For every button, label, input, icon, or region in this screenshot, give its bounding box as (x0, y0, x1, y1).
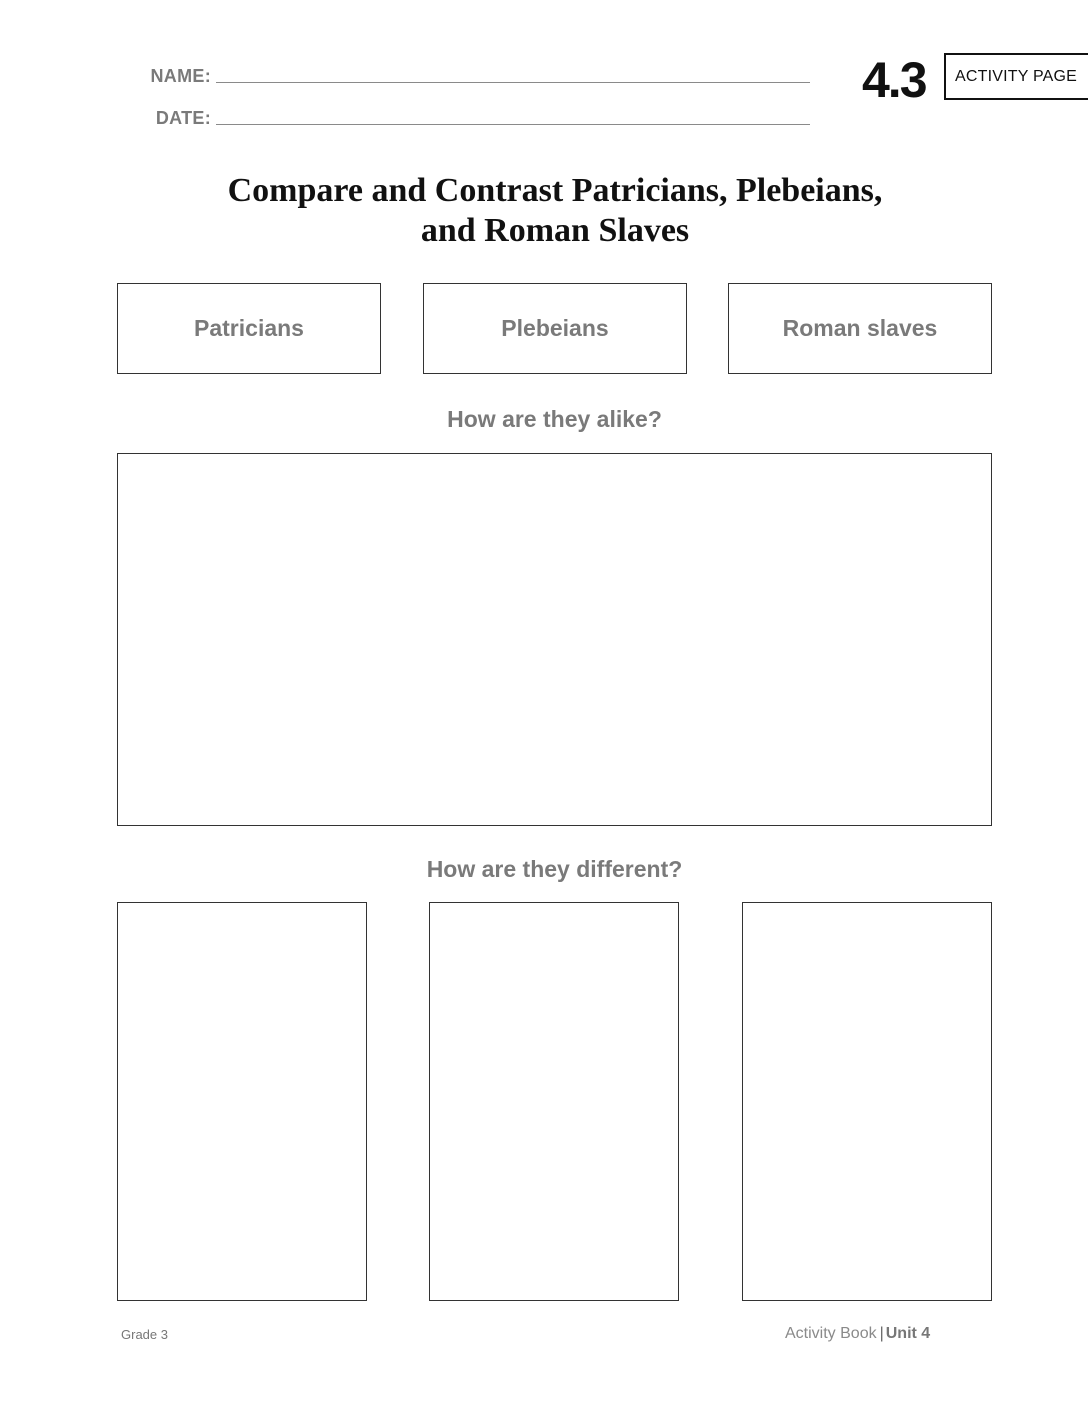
different-answer-box-patricians[interactable] (117, 902, 367, 1301)
label-patricians: Patricians (194, 315, 304, 341)
label-box-patricians (117, 283, 381, 374)
different-answer-box-roman-slaves[interactable] (742, 902, 992, 1301)
activity-page-tag (944, 53, 1088, 100)
different-heading: How are they different? (426, 856, 683, 882)
label-box-roman-slaves (728, 283, 992, 374)
alike-answer-box[interactable] (117, 453, 992, 826)
alike-heading: How are they alike? (447, 406, 662, 432)
date-label: DATE: (155, 108, 211, 128)
date-field[interactable] (216, 124, 810, 125)
label-plebeians: Plebeians (501, 315, 609, 341)
label-roman-slaves: Roman slaves (782, 315, 938, 341)
page-title-line-1: Compare and Contrast Patricians, Plebeians, (227, 172, 883, 209)
page-title-line-2: and Roman Slaves (420, 212, 690, 249)
activity-number: 4.3 (862, 52, 926, 108)
different-answer-box-plebeians[interactable] (429, 902, 679, 1301)
footer-grade: Grade 3 (121, 1327, 168, 1342)
footer-book: Activity Book (785, 1325, 877, 1342)
footer-book-unit (785, 1325, 930, 1343)
footer-separator: | (879, 1325, 884, 1342)
label-box-plebeians (423, 283, 687, 374)
name-label: NAME: (150, 66, 211, 86)
footer-unit: Unit 4 (885, 1325, 931, 1342)
page-title (120, 171, 990, 251)
name-field[interactable] (216, 82, 810, 83)
activity-page-tag-label: ACTIVITY PAGE (955, 67, 1078, 85)
